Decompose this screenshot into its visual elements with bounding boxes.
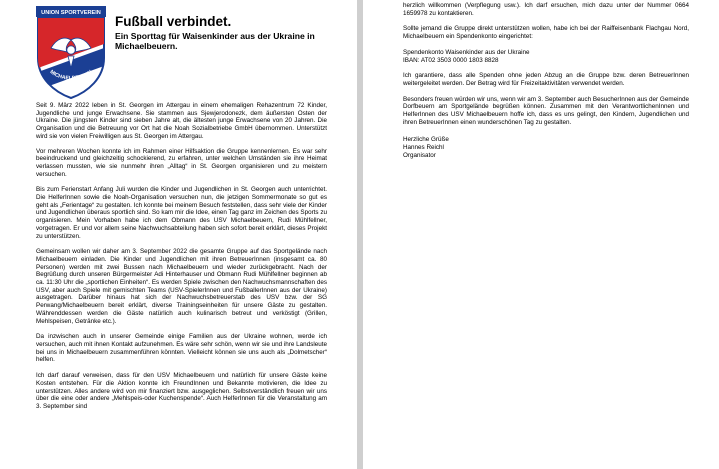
article-paragraph: Vor mehreren Wochen konnte ich im Rahmen einer Hilfsaktion die Gruppe kennenlernen. Es war sehr beeindruckend und gleichzeitig schockierend, zu erfahren, unter welchen Umständen sie ihre Heimat verlassen mussten, wie sie nunmehr ihren „Alltag“ in St. Georgen organisieren und zu meistern versuchen. — [36, 147, 327, 178]
document-page-right — [363, 0, 719, 469]
crest-bottom-text: MICHAELBEUERN — [48, 69, 94, 82]
article-paragraph: Besonders freuen würden wir uns, wenn wir am 3. September auch BesucherInnen aus der Gemeinde Dorfbeuern am Sportgelände begrüßen können. Zusammen mit den VerantwortlichenInnen und HelferInnen des USV Michaelbeuern hoffe ich, dass es uns gelingt, den Kindern, Jugendlichen und ihren BetreuerInnen einen wunderschönen Tag zu gestalten. — [403, 95, 689, 126]
donation-account-block: Spendenkonto Waisenkinder aus der Ukraine IBAN: AT02 3503 0000 1803 8828 — [403, 48, 530, 64]
article-header — [36, 6, 327, 100]
article-paragraph: Ich darf darauf verweisen, dass für den USV Michaelbeuern und natürlich für unsere Gäste keine Kosten entstehen. Für die Aktion konnte ich FreundInnen und Bekannte motivieren, die Idee zu unterstützen. Alles andere wird von mir finanziert bzw. ausgeglichen. Selbstverständlich freuen wir uns über die eine oder andere „Mehlspeis-oder Kuchenspende“. Auch HelferInnen für die Veranstaltung am 3. September sind — [36, 372, 327, 410]
article-paragraph: herzlich willkommen (Verpflegung usw.). Ich darf ersuchen, mich dazu unter der Nummer 0664 1659978 zu kontaktieren. — [403, 2, 689, 17]
signature-greeting: Herzliche Grüße — [403, 136, 449, 144]
article-paragraph: Sollte jemand die Gruppe direkt unterstützen wollen, habe ich bei der Raiffeisenbank Flachgau Nord, Michaelbeuern ein Spendenkonto eingerichtet: — [403, 25, 689, 41]
article-paragraph: Bis zum Ferienstart Anfang Juli wurden die Kinder und Jugendlichen in St. Georgen auch unterrichtet. Die HelferInnen sowie die Noah-Organisation versuchen nun, die jetzigen Sommermonate so gut es geht als „Ferientage“ zu gestalten. Ich konnte bei meinem Besuch feststellen, dass sehr viele der Kinder und Jugendlichen überaus sportlich sind. So kam mir die Idee, einen Tag ganz im Zeichen des Sports zu organisieren. Mein Vorhaben habe ich dem Obmann des USV Michaelbeuern, Rudi Mühlfellner, vorgetragen. Er und vor allem seine Nachwuchsabteilung haben sich sofort bereit erklärt, dieses Projekt zu unterstützen. — [36, 186, 327, 240]
article-paragraph: Da inzwischen auch in unserer Gemeinde einige Familien aus der Ukraine wohnen, werde ich versuchen, auch mit ihnen Kontakt aufzunehmen. Es wäre sehr schön, wenn wir sie und ihre Landsleute bei uns in Michaelbeuern zusammenführen könnten. Vielleicht können sie uns auch als „Dolmetscher“ helfen. — [36, 333, 327, 364]
article-paragraph: Gemeinsam wollen wir daher am 3. September 2022 die gesamte Gruppe auf das Sportgelände nach Michaelbeuern einladen. Die Kinder und Jugendlichen mit ihren BetreuerInnen (insgesamt ca. 80 Personen) werden mit zwei Bussen nach Michaelbeuern und wieder zurückgebracht. Nach der Begrüßung durch unseren Bürgermeister Adi Hinterhauser und Obmann Rudi Mühlfellner beginnen ab ca. 11:30 Uhr die „sportlichen Einheiten“. Es werden Spiele zwischen den Nachwuchsmannschaften des USV, aber auch Spiele mit gemischten Teams (USV-SpielerInnen und FußballerInnen aus der Ukraine) ausgetragen. Darüber hinaus hat sich der Nachwuchsbetreuerstab des USV bzw. der SG Perwang/Michaelbeuern bereit erklärt, diverse Trainingseinheiten für unsere Gäste zu gestalten. Währenddessen werden die Gäste natürlich auch kulinarisch betreut und verköstigt (Grillen, Mehlspeisen, Getränke etc.). — [36, 248, 327, 325]
signature-block — [403, 136, 689, 160]
article-paragraph: Ich garantiere, dass alle Spenden ohne jeden Abzug an die Gruppe bzw. deren BetreuerInnen weitergeleitet werden. Der Betrag wird für Freizeitaktivitäten verwendet werden. — [403, 72, 689, 87]
document-page-left — [0, 0, 357, 469]
crest-top-text: UNION SPORTVEREIN — [41, 10, 101, 16]
article-subtitle: Ein Sporttag für Waisenkinder aus der Ukraine in Michaelbeuern. — [115, 31, 315, 51]
signature-role: Organisator — [403, 152, 436, 160]
title-block — [115, 6, 327, 51]
signature-name: Hannes Reichl — [403, 144, 444, 152]
club-crest-logo — [36, 6, 106, 100]
article-intro-paragraph: Seit 9. März 2022 leben in St. Georgen im Attergau in einem ehemaligen Rehazentrum 72 Kinder, Jugendliche und junge Erwachsene. Sie stammen aus Sjewjerodonezk, dem äußersten Osten der Ukraine. Die jüngsten Kinder sind sieben Jahre alt, die ältesten junge Erwachsene von 20 Jahren. Die Organisation und die Betreuung vor Ort hat die Noah Sozialbetriebe GmbH übernommen. Unterstützt wird sie von vielen Freiwilligen aus St. Georgen im Attergau. — [36, 102, 327, 140]
article-title: Fußball verbindet. — [115, 14, 232, 29]
